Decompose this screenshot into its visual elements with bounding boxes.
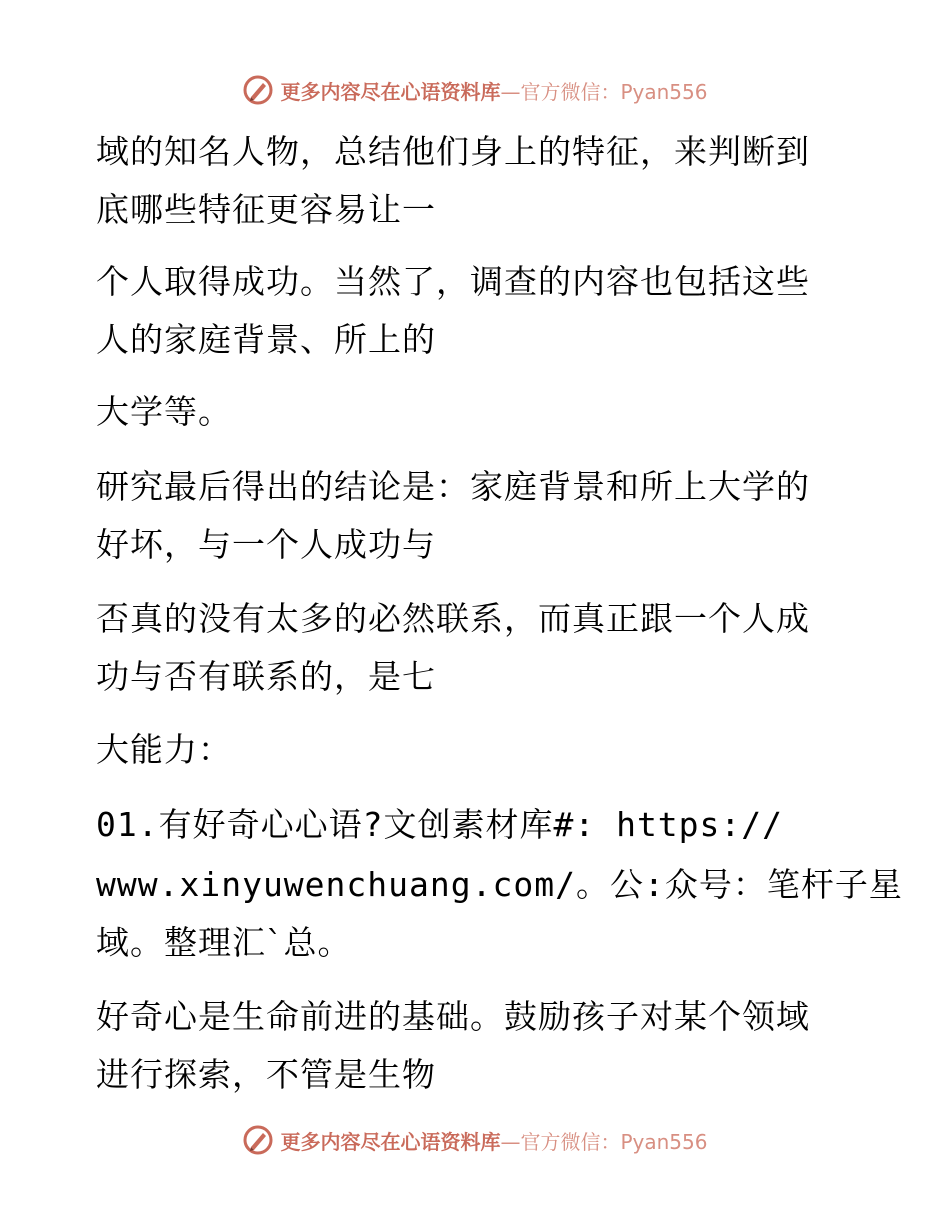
body-line-4: 人的家庭背景、所上的: [96, 320, 436, 359]
pen-logo-icon: [242, 74, 274, 106]
body-line-5: 大学等。: [96, 392, 232, 431]
body-line-6: 研究最后得出的结论是：家庭背景和所上大学的: [96, 467, 810, 506]
header-wechat-text: —官方微信：Pyan556: [500, 79, 708, 104]
header-brand-text: 更多内容尽在心语资料库: [280, 79, 501, 104]
footer-wechat-text: —官方微信：Pyan556: [500, 1129, 708, 1154]
body-line-15: 进行探索，不管是生物: [96, 1055, 436, 1094]
body-line-14: 好奇心是生命前进的基础。鼓励孩子对某个领域: [96, 997, 810, 1036]
body-line-11: 01.有好奇心心语?文创素材库#: https://: [96, 805, 784, 844]
body-line-1: 域的知名人物，总结他们身上的特征，来判断到: [96, 132, 810, 171]
pen-logo-icon: [242, 1124, 274, 1156]
footer-brand-text: 更多内容尽在心语资料库: [280, 1129, 501, 1154]
body-line-2: 底哪些特征更容易让一: [96, 190, 436, 229]
footer-banner: [0, 1120, 950, 1160]
body-line-8: 否真的没有太多的必然联系，而真正跟一个人成: [96, 599, 810, 638]
body-line-13: 域。整理汇`总。: [96, 923, 352, 962]
header-banner: [0, 70, 950, 110]
body-line-9: 功与否有联系的，是七: [96, 657, 436, 696]
body-line-3: 个人取得成功。当然了，调查的内容也包括这些: [96, 262, 810, 301]
body-line-12: www.xinyuwenchuang.com/。公:众号：笔杆子星: [96, 865, 903, 904]
body-line-10: 大能力：: [96, 730, 232, 769]
body-line-7: 好坏，与一个人成功与: [96, 525, 436, 564]
